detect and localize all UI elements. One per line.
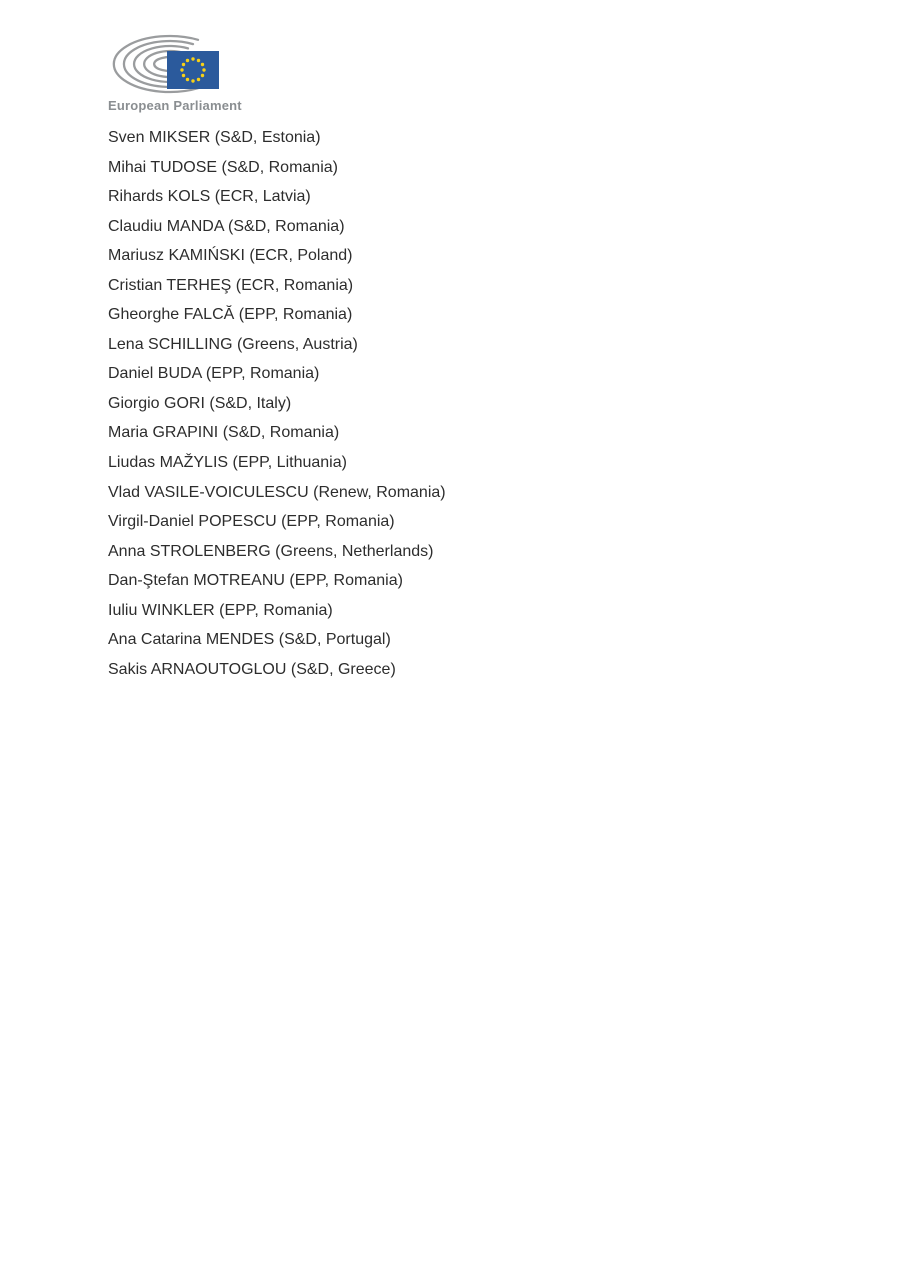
list-item: Iuliu WINKLER (EPP, Romania): [108, 601, 333, 619]
list-item: Rihards KOLS (ECR, Latvia): [108, 188, 311, 206]
list-item: Ana Catarina MENDES (S&D, Portugal): [108, 631, 391, 649]
list-item: Lena SCHILLING (Greens, Austria): [108, 335, 358, 353]
list-item: Virgil-Daniel POPESCU (EPP, Romania): [108, 513, 395, 531]
list-item: Cristian TERHEŞ (ECR, Romania): [108, 276, 354, 294]
list-item: Gheorghe FALCĂ (EPP, Romania): [108, 306, 353, 324]
list-item: Claudiu MANDA (S&D, Romania): [108, 217, 345, 235]
list-item: Sakis ARNAOUTOGLOU (S&D, Greece): [108, 660, 396, 678]
attendee-list: [108, 123, 708, 684]
list-item: Mariusz KAMIŃSKI (ECR, Poland): [108, 247, 353, 265]
list-item: Dan-Ştefan MOTREANU (EPP, Romania): [108, 572, 403, 590]
eu-flag-icon: [167, 51, 219, 89]
list-item: Vlad VASILE-VOICULESCU (Renew, Romania): [108, 483, 446, 501]
list-item: Sven MIKSER (S&D, Estonia): [108, 129, 321, 146]
list-item: Anna STROLENBERG (Greens, Netherlands): [108, 542, 434, 560]
list-item: Daniel BUDA (EPP, Romania): [108, 365, 320, 383]
logo-caption: European Parliament: [108, 98, 242, 113]
european-parliament-logo: [108, 26, 242, 113]
list-item: Maria GRAPINI (S&D, Romania): [108, 424, 340, 442]
list-item: Giorgio GORI (S&D, Italy): [108, 394, 292, 412]
ep-hemicycle-icon: [108, 26, 226, 96]
list-item: Mihai TUDOSE (S&D, Romania): [108, 158, 338, 176]
list-item: Liudas MAŽYLIS (EPP, Lithuania): [108, 454, 347, 472]
